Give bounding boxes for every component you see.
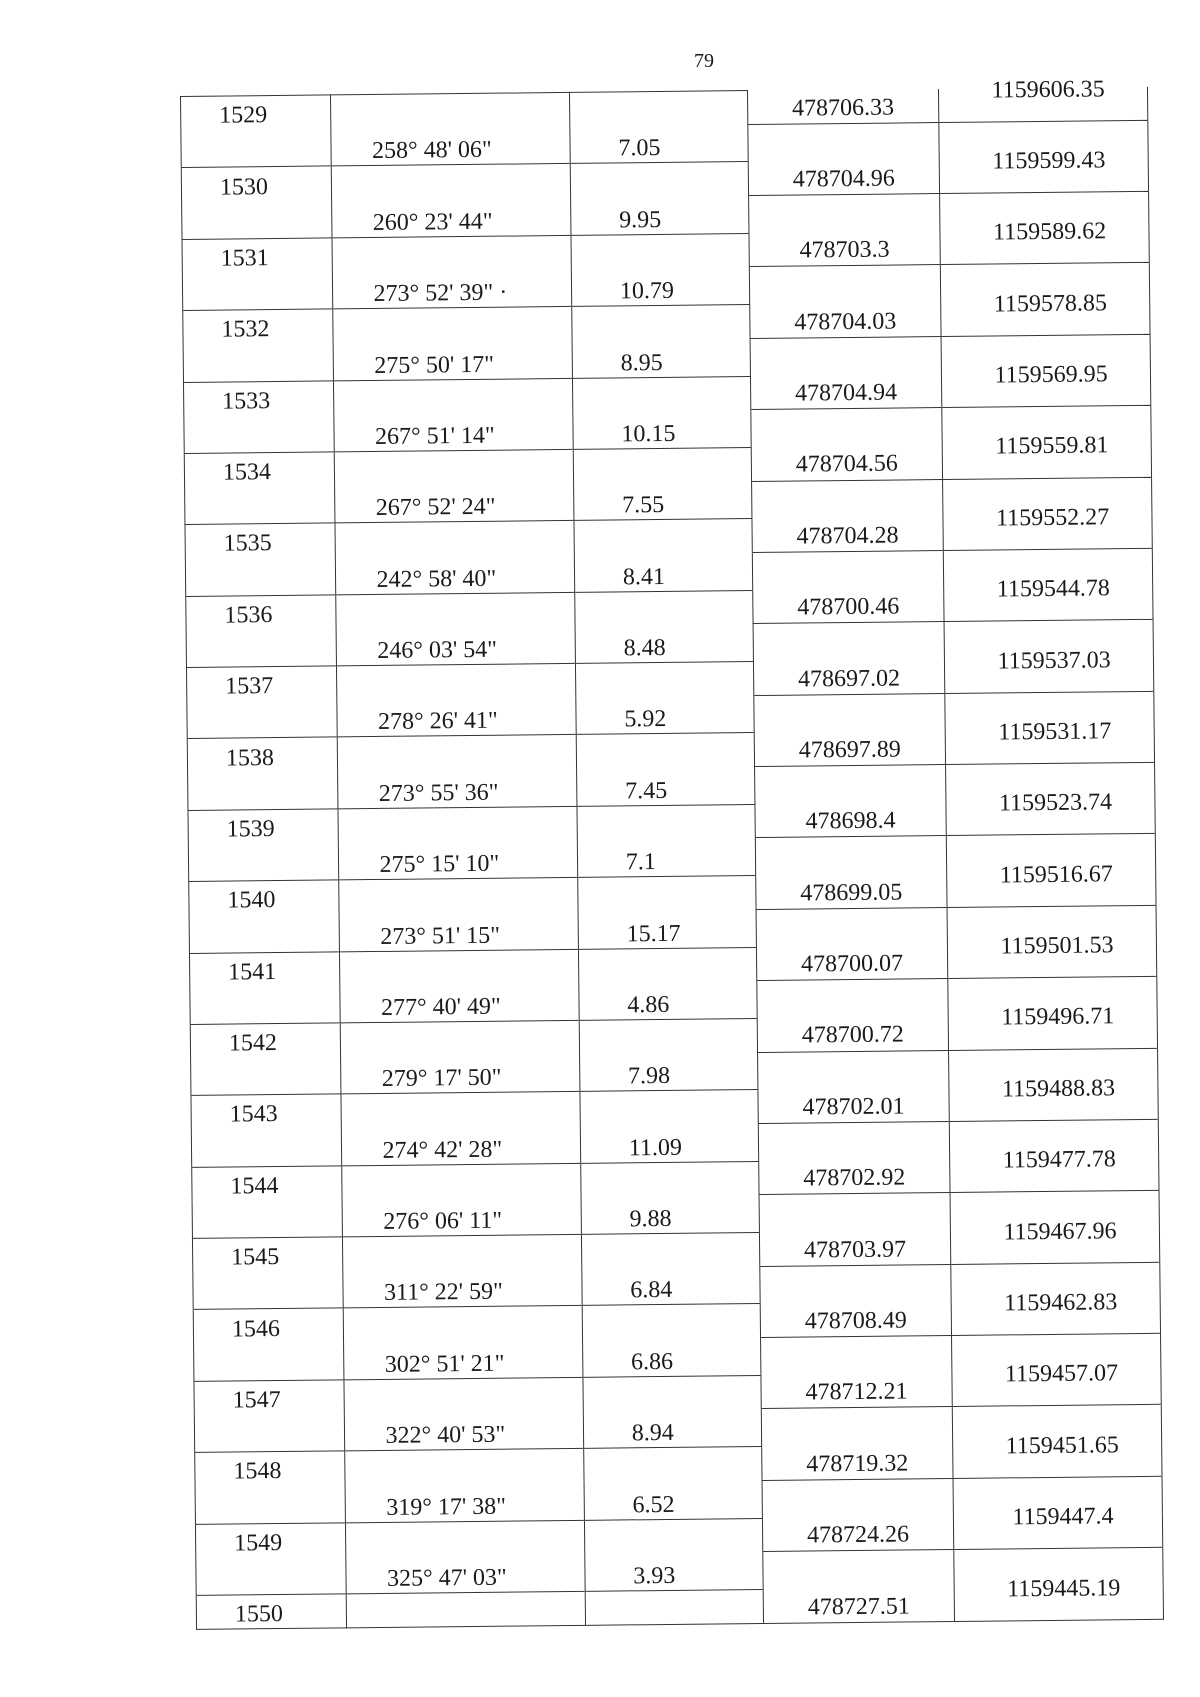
distance-cell: 10.79	[571, 267, 749, 307]
x-coordinate-cell	[754, 765, 946, 805]
bearing-cell: 273° 52' 39" ·	[333, 269, 572, 309]
distance-cell: 8.41	[574, 552, 752, 592]
page-number	[0, 50, 1200, 73]
point-id-cell: 1531	[182, 238, 333, 273]
distance-cell	[581, 1161, 759, 1197]
x-coordinate-cell: 478700.72	[757, 1018, 949, 1054]
table-body	[181, 75, 1164, 1629]
x-coordinate-cell: 478706.33	[747, 91, 939, 127]
point-id-cell	[186, 628, 337, 667]
distance-cell: 8.94	[583, 1409, 761, 1449]
point-id-cell: 1548	[195, 1451, 346, 1486]
bearing-cell: 277° 40' 49"	[340, 983, 579, 1023]
x-coordinate-cell	[748, 194, 940, 234]
y-coordinate-cell: 1159447.4	[953, 1500, 1162, 1536]
x-coordinate-cell	[753, 622, 945, 662]
distance-cell: 6.52	[584, 1480, 762, 1520]
distance-cell	[571, 233, 749, 269]
x-coordinate-cell	[755, 836, 947, 876]
x-coordinate-cell	[751, 479, 943, 519]
x-coordinate-cell	[757, 1050, 949, 1090]
distance-cell: 7.1	[577, 838, 755, 878]
x-coordinate-cell	[758, 1121, 950, 1161]
bearing-cell	[347, 1591, 586, 1628]
point-id-cell	[182, 271, 333, 310]
x-coordinate-cell: 478704.56	[751, 447, 943, 483]
bearing-cell: 276° 06' 11"	[343, 1197, 582, 1237]
point-id-cell: 1537	[186, 666, 337, 701]
bearing-cell: 260° 23' 44"	[332, 197, 571, 237]
point-id-cell	[185, 485, 336, 524]
page-number-text: 79	[694, 50, 714, 72]
point-id-cell: 1533	[183, 380, 334, 415]
distance-cell	[580, 1090, 758, 1126]
x-coordinate-cell: 478704.96	[748, 162, 940, 198]
y-coordinate-cell: 1159501.53	[947, 929, 1156, 965]
point-id-cell	[191, 1128, 342, 1167]
bearing-cell: 322° 40' 53"	[345, 1411, 584, 1451]
distance-cell: 10.15	[573, 410, 751, 450]
point-id-cell: 1534	[184, 452, 335, 487]
point-id-cell: 1540	[189, 880, 340, 915]
bearing-cell: 267° 51' 14"	[334, 412, 573, 452]
distance-cell	[585, 1589, 763, 1625]
x-coordinate-cell	[761, 1407, 953, 1447]
point-id-cell	[191, 1056, 342, 1095]
point-id-cell	[196, 1556, 347, 1595]
distance-cell: 7.05	[570, 124, 748, 164]
point-id-cell	[182, 200, 333, 239]
point-id-cell: 1544	[192, 1165, 343, 1200]
point-id-cell	[189, 914, 340, 953]
bearing-cell	[338, 735, 577, 771]
bearing-cell	[335, 449, 574, 485]
distance-cell	[575, 590, 753, 626]
bearing-cell: 302° 51' 21"	[344, 1339, 583, 1379]
distance-cell	[579, 1018, 757, 1054]
bearing-cell	[340, 949, 579, 985]
x-coordinate-cell: 478727.51	[763, 1589, 955, 1625]
bearing-cell	[342, 1163, 581, 1199]
point-id-cell: 1532	[183, 309, 334, 344]
bearing-cell	[333, 307, 572, 343]
y-coordinate-cell: 1159516.67	[947, 857, 1156, 893]
x-coordinate-cell: 478708.49	[760, 1304, 952, 1340]
x-coordinate-cell: 478712.21	[761, 1375, 953, 1411]
x-coordinate-cell	[747, 122, 939, 162]
distance-cell	[570, 162, 748, 198]
bearing-cell	[335, 521, 574, 557]
point-id-cell	[187, 700, 338, 739]
distance-cell	[573, 447, 751, 483]
point-id-cell: 1530	[181, 166, 332, 201]
bearing-cell: 319° 17' 38"	[346, 1482, 585, 1522]
bearing-cell	[336, 592, 575, 628]
point-id-cell: 1536	[186, 595, 337, 630]
y-coordinate-cell: 1159552.27	[943, 501, 1152, 537]
bearing-cell: 246° 03' 54"	[337, 626, 576, 666]
x-coordinate-cell: 478704.28	[752, 519, 944, 555]
x-coordinate-cell: 478702.92	[758, 1161, 950, 1197]
point-id-cell: 1547	[194, 1380, 345, 1415]
x-coordinate-cell: 478700.07	[756, 947, 948, 983]
y-coordinate-cell: 1159544.78	[944, 572, 1153, 608]
y-coordinate-cell: 1159445.19	[954, 1571, 1163, 1607]
bearing-cell: 278° 26' 41"	[337, 697, 576, 737]
survey-coordinates-table	[180, 75, 1164, 1630]
x-coordinate-cell: 478699.05	[755, 876, 947, 912]
bearing-cell	[344, 1306, 583, 1342]
distance-cell: 4.86	[579, 981, 757, 1021]
y-coordinate-cell: 1159457.07	[952, 1357, 1161, 1393]
x-coordinate-cell	[760, 1336, 952, 1376]
bearing-cell	[332, 235, 571, 271]
bearing-cell: 275° 50' 17"	[334, 340, 573, 380]
distance-cell: 7.98	[579, 1052, 757, 1092]
bearing-cell	[334, 378, 573, 414]
point-id-cell	[193, 1271, 344, 1310]
x-coordinate-cell: 478698.4	[755, 804, 947, 840]
point-id-cell: 1535	[185, 523, 336, 558]
bearing-cell	[343, 1234, 582, 1270]
point-id-cell	[181, 129, 332, 168]
y-coordinate-cell: 1159569.95	[942, 358, 1151, 394]
bearing-cell: 242° 58' 40"	[336, 554, 575, 594]
x-coordinate-cell	[756, 907, 948, 947]
point-id-cell: 1529	[181, 95, 332, 130]
bearing-cell	[344, 1377, 583, 1413]
bearing-cell	[331, 92, 570, 128]
y-coordinate-cell: 1159467.96	[950, 1214, 1159, 1250]
x-coordinate-cell	[750, 336, 942, 376]
y-coordinate-cell: 1159477.78	[950, 1143, 1159, 1179]
bearing-cell	[337, 663, 576, 699]
point-id-cell: 1550	[196, 1594, 347, 1630]
y-coordinate-cell: 1159599.43	[939, 144, 1148, 180]
y-coordinate-cell: 1159496.71	[948, 1000, 1157, 1036]
x-coordinate-cell	[759, 1264, 951, 1304]
x-coordinate-cell	[750, 408, 942, 448]
distance-cell	[575, 662, 753, 698]
distance-cell	[583, 1447, 761, 1483]
distance-cell	[569, 91, 747, 127]
point-id-cell: 1538	[187, 737, 338, 772]
bearing-cell	[332, 164, 571, 200]
bearing-cell	[341, 1092, 580, 1128]
point-id-cell: 1545	[192, 1237, 343, 1272]
distance-cell	[572, 305, 750, 341]
distance-cell: 8.95	[572, 338, 750, 378]
x-coordinate-cell: 478704.94	[750, 376, 942, 412]
bearing-cell	[345, 1448, 584, 1484]
y-coordinate-cell: 1159537.03	[944, 643, 1153, 679]
bearing-cell: 311° 22' 59"	[343, 1268, 582, 1308]
survey-table-container	[180, 75, 1163, 1628]
point-id-cell: 1541	[189, 951, 340, 986]
point-id-cell	[184, 414, 335, 453]
bearing-cell: 325° 47' 03"	[346, 1554, 585, 1594]
x-coordinate-cell	[753, 693, 945, 733]
bearing-cell	[346, 1520, 585, 1556]
distance-cell	[572, 376, 750, 412]
point-id-cell	[188, 842, 339, 881]
bearing-cell: 258° 48' 06"	[331, 126, 570, 166]
point-id-cell	[194, 1342, 345, 1381]
x-coordinate-cell	[759, 1193, 951, 1233]
point-id-cell	[183, 343, 334, 382]
x-coordinate-cell: 478703.97	[759, 1232, 951, 1268]
point-id-cell	[190, 985, 341, 1024]
x-coordinate-cell	[752, 550, 944, 590]
bearing-cell: 273° 55' 36"	[338, 768, 577, 808]
distance-cell: 6.86	[582, 1338, 760, 1378]
y-coordinate-cell: 1159531.17	[945, 715, 1154, 751]
distance-cell	[581, 1232, 759, 1268]
distance-cell	[576, 733, 754, 769]
x-coordinate-cell: 478703.3	[749, 233, 941, 269]
x-coordinate-cell	[762, 1550, 954, 1590]
y-coordinate-cell: 1159578.85	[941, 286, 1150, 322]
x-coordinate-cell	[749, 265, 941, 305]
point-id-cell: 1539	[188, 809, 339, 844]
distance-cell: 11.09	[580, 1123, 758, 1163]
distance-cell: 5.92	[576, 695, 754, 735]
x-coordinate-cell: 478719.32	[761, 1447, 953, 1483]
y-coordinate-cell: 1159606.35	[939, 72, 1148, 108]
point-id-cell: 1549	[195, 1522, 346, 1557]
y-coordinate-cell: 1159451.65	[953, 1428, 1162, 1464]
distance-cell: 7.55	[573, 481, 751, 521]
x-coordinate-cell	[762, 1478, 954, 1518]
distance-cell	[584, 1518, 762, 1554]
x-coordinate-cell: 478697.89	[754, 733, 946, 769]
x-coordinate-cell: 478697.02	[753, 662, 945, 698]
distance-cell: 8.48	[575, 624, 753, 664]
distance-cell: 9.95	[570, 196, 748, 236]
distance-cell: 9.88	[581, 1195, 759, 1235]
point-id-cell	[195, 1485, 346, 1524]
point-id-cell: 1546	[193, 1308, 344, 1343]
bearing-cell: 273° 51' 15"	[340, 911, 579, 951]
bearing-cell	[338, 806, 577, 842]
distance-cell: 7.45	[576, 767, 754, 807]
point-id-cell	[192, 1199, 343, 1238]
distance-cell	[578, 876, 756, 912]
bearing-cell: 267° 52' 24"	[335, 483, 574, 523]
y-coordinate-cell: 1159462.83	[951, 1286, 1160, 1322]
distance-cell	[577, 804, 755, 840]
point-id-cell	[188, 771, 339, 810]
y-coordinate-cell: 1159488.83	[949, 1072, 1158, 1108]
point-id-cell	[185, 557, 336, 596]
x-coordinate-cell: 478702.01	[758, 1090, 950, 1126]
bearing-cell: 275° 15' 10"	[339, 840, 578, 880]
distance-cell	[582, 1304, 760, 1340]
bearing-cell	[339, 878, 578, 914]
distance-cell	[578, 947, 756, 983]
y-coordinate-cell: 1159559.81	[942, 429, 1151, 465]
distance-cell: 6.84	[582, 1266, 760, 1306]
bearing-cell: 274° 42' 28"	[342, 1125, 581, 1165]
x-coordinate-cell: 478700.46	[752, 590, 944, 626]
distance-cell: 3.93	[585, 1552, 763, 1592]
bearing-cell: 279° 17' 50"	[341, 1054, 580, 1094]
distance-cell: 15.17	[578, 909, 756, 949]
point-id-cell	[194, 1413, 345, 1452]
x-coordinate-cell: 478724.26	[762, 1518, 954, 1554]
y-coordinate-cell: 1159589.62	[940, 215, 1149, 251]
y-coordinate-cell: 1159523.74	[946, 786, 1155, 822]
distance-cell	[574, 519, 752, 555]
x-coordinate-cell	[756, 979, 948, 1019]
x-coordinate-cell: 478704.03	[749, 305, 941, 341]
point-id-cell: 1543	[191, 1094, 342, 1129]
point-id-cell: 1542	[190, 1023, 341, 1058]
distance-cell	[583, 1375, 761, 1411]
bearing-cell	[341, 1020, 580, 1056]
